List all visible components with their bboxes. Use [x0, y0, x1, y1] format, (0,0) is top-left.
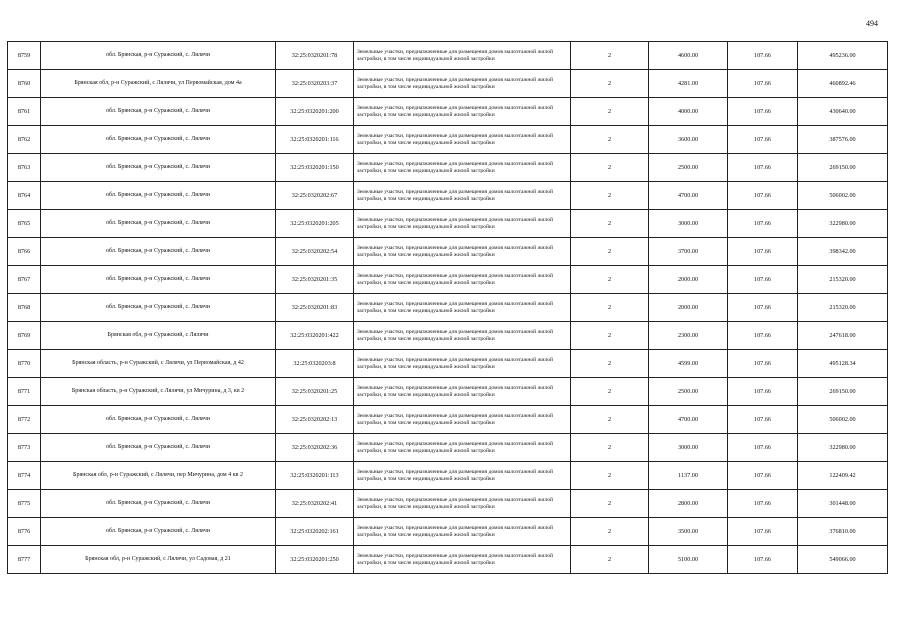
- cadastral-value-cell: 215320.00: [798, 266, 888, 294]
- group-cell: 2: [571, 70, 649, 98]
- cadastral-number-cell: 32:25:0320201:200: [276, 98, 354, 126]
- group-cell: 2: [571, 322, 649, 350]
- table-row: [8, 518, 888, 546]
- group-cell: 2: [571, 434, 649, 462]
- cadastral-value-cell: 301448.00: [798, 490, 888, 518]
- row-number-cell: 8776: [8, 518, 41, 546]
- address-cell: обл. Брянская, р-н Суражский, с. Лялячи: [41, 238, 276, 266]
- specific-value-cell: 107.66: [728, 126, 798, 154]
- cadastral-number-cell: 32:25:0320201:250: [276, 546, 354, 574]
- cadastral-number-cell: 32:25:0320201:205: [276, 210, 354, 238]
- cadastral-number-cell: 32:25:0320203:8: [276, 350, 354, 378]
- table-row: [8, 462, 888, 490]
- group-cell: 2: [571, 294, 649, 322]
- specific-value-cell: 107.66: [728, 70, 798, 98]
- row-number-cell: 8773: [8, 434, 41, 462]
- land-purpose-cell: Земельные участки, предназначенные для размещения домов малоэтажной жилой застройки, в том числе индивидуальной жилой застройки: [354, 546, 571, 574]
- land-purpose-cell: Земельные участки, предназначенные для размещения домов малоэтажной жилой застройки, в том числе индивидуальной жилой застройки: [354, 406, 571, 434]
- specific-value-cell: 107.66: [728, 210, 798, 238]
- group-cell: 2: [571, 238, 649, 266]
- address-cell: обл. Брянская, р-н Суражский, с. Лялячи: [41, 154, 276, 182]
- cadastral-value-cell: 122409.42: [798, 462, 888, 490]
- table-row: [8, 210, 888, 238]
- row-number-cell: 8771: [8, 378, 41, 406]
- table-row: [8, 42, 888, 70]
- area-cell: 5100.00: [649, 546, 728, 574]
- land-purpose-cell: Земельные участки, предназначенные для размещения домов малоэтажной жилой застройки, в том числе индивидуальной жилой застройки: [354, 154, 571, 182]
- area-cell: 3000.00: [649, 210, 728, 238]
- specific-value-cell: 107.66: [728, 518, 798, 546]
- address-cell: обл. Брянская, р-н Суражский, с. Лялячи: [41, 490, 276, 518]
- group-cell: 2: [571, 350, 649, 378]
- row-number-cell: 8772: [8, 406, 41, 434]
- land-purpose-cell: Земельные участки, предназначенные для размещения домов малоэтажной жилой застройки, в том числе индивидуальной жилой застройки: [354, 294, 571, 322]
- specific-value-cell: 107.66: [728, 154, 798, 182]
- land-purpose-cell: Земельные участки, предназначенные для размещения домов малоэтажной жилой застройки, в том числе индивидуальной жилой застройки: [354, 378, 571, 406]
- address-cell: обл. Брянская, р-н Суражский, с. Лялячи: [41, 518, 276, 546]
- specific-value-cell: 107.66: [728, 238, 798, 266]
- specific-value-cell: 107.66: [728, 350, 798, 378]
- area-cell: 1137.00: [649, 462, 728, 490]
- table-row: [8, 182, 888, 210]
- table-row: [8, 154, 888, 182]
- group-cell: 2: [571, 406, 649, 434]
- group-cell: 2: [571, 182, 649, 210]
- land-purpose-cell: Земельные участки, предназначенные для размещения домов малоэтажной жилой застройки, в том числе индивидуальной жилой застройки: [354, 490, 571, 518]
- cadastral-value-cell: 269150.00: [798, 378, 888, 406]
- area-cell: 4599.00: [649, 350, 728, 378]
- row-number-cell: 8760: [8, 70, 41, 98]
- cadastral-number-cell: 32:25:0320201:116: [276, 126, 354, 154]
- specific-value-cell: 107.66: [728, 490, 798, 518]
- group-cell: 2: [571, 518, 649, 546]
- address-cell: Брянская область, р-н Суражский, с Лялячи, ул Мичурина, д 3, кв 2: [41, 378, 276, 406]
- row-number-cell: 8761: [8, 98, 41, 126]
- row-number-cell: 8770: [8, 350, 41, 378]
- specific-value-cell: 107.66: [728, 546, 798, 574]
- cadastral-value-cell: 460892.46: [798, 70, 888, 98]
- table-body: [8, 42, 888, 574]
- group-cell: 2: [571, 98, 649, 126]
- area-cell: 2500.00: [649, 154, 728, 182]
- group-cell: 2: [571, 546, 649, 574]
- table-row: [8, 378, 888, 406]
- table-row: [8, 98, 888, 126]
- table-row: [8, 406, 888, 434]
- address-cell: обл. Брянская, р-н Суражский, с. Лялячи: [41, 210, 276, 238]
- group-cell: 2: [571, 126, 649, 154]
- cadastral-value-cell: 322980.00: [798, 434, 888, 462]
- table-row: [8, 126, 888, 154]
- address-cell: обл. Брянская, р-н Суражский, с. Лялячи: [41, 98, 276, 126]
- cadastral-number-cell: 32:25:0320203:37: [276, 70, 354, 98]
- cadastral-value-cell: 506002.00: [798, 182, 888, 210]
- page-number: 494: [866, 19, 878, 28]
- land-purpose-cell: Земельные участки, предназначенные для размещения домов малоэтажной жилой застройки, в том числе индивидуальной жилой застройки: [354, 434, 571, 462]
- address-cell: обл. Брянская, р-н Суражский, с. Лялячи: [41, 434, 276, 462]
- cadastral-number-cell: 32:25:0320201:422: [276, 322, 354, 350]
- area-cell: 4000.00: [649, 98, 728, 126]
- table-row: [8, 70, 888, 98]
- row-number-cell: 8769: [8, 322, 41, 350]
- table-row: [8, 434, 888, 462]
- specific-value-cell: 107.66: [728, 294, 798, 322]
- cadastral-value-table: [7, 41, 888, 574]
- specific-value-cell: 107.66: [728, 462, 798, 490]
- group-cell: 2: [571, 490, 649, 518]
- land-purpose-cell: Земельные участки, предназначенные для размещения домов малоэтажной жилой застройки, в том числе индивидуальной жилой застройки: [354, 126, 571, 154]
- row-number-cell: 8766: [8, 238, 41, 266]
- cadastral-value-cell: 322980.00: [798, 210, 888, 238]
- row-number-cell: 8774: [8, 462, 41, 490]
- address-cell: обл. Брянская, р-н Суражский, с. Лялячи: [41, 42, 276, 70]
- cadastral-number-cell: 32:25:0320201:113: [276, 462, 354, 490]
- land-purpose-cell: Земельные участки, предназначенные для размещения домов малоэтажной жилой застройки, в том числе индивидуальной жилой застройки: [354, 462, 571, 490]
- area-cell: 2500.00: [649, 378, 728, 406]
- address-cell: обл. Брянская, р-н Суражский, с. Лялячи: [41, 182, 276, 210]
- land-purpose-cell: Земельные участки, предназначенные для размещения домов малоэтажной жилой застройки, в том числе индивидуальной жилой застройки: [354, 98, 571, 126]
- address-cell: Брянская область, р-н Суражский, с Лялячи, ул Первомайская, д 42: [41, 350, 276, 378]
- specific-value-cell: 107.66: [728, 322, 798, 350]
- land-purpose-cell: Земельные участки, предназначенные для размещения домов малоэтажной жилой застройки, в том числе индивидуальной жилой застройки: [354, 350, 571, 378]
- area-cell: 2300.00: [649, 322, 728, 350]
- area-cell: 3500.00: [649, 518, 728, 546]
- address-cell: обл. Брянская, р-н Суражский, с. Лялячи: [41, 126, 276, 154]
- cadastral-value-cell: 495236.00: [798, 42, 888, 70]
- specific-value-cell: 107.66: [728, 42, 798, 70]
- row-number-cell: 8763: [8, 154, 41, 182]
- cadastral-value-cell: 430640.00: [798, 98, 888, 126]
- cadastral-number-cell: 32:25:0320201:78: [276, 42, 354, 70]
- row-number-cell: 8775: [8, 490, 41, 518]
- cadastral-number-cell: 32:25:0320202:67: [276, 182, 354, 210]
- specific-value-cell: 107.66: [728, 434, 798, 462]
- land-purpose-cell: Земельные участки, предназначенные для размещения домов малоэтажной жилой застройки, в том числе индивидуальной жилой застройки: [354, 210, 571, 238]
- specific-value-cell: 107.66: [728, 182, 798, 210]
- specific-value-cell: 107.66: [728, 98, 798, 126]
- area-cell: 4700.00: [649, 182, 728, 210]
- area-cell: 3700.00: [649, 238, 728, 266]
- table-row: [8, 266, 888, 294]
- cadastral-number-cell: 32:25:0320202:161: [276, 518, 354, 546]
- row-number-cell: 8767: [8, 266, 41, 294]
- cadastral-value-cell: 215320.00: [798, 294, 888, 322]
- land-purpose-cell: Земельные участки, предназначенные для размещения домов малоэтажной жилой застройки, в том числе индивидуальной жилой застройки: [354, 42, 571, 70]
- area-cell: 4700.00: [649, 406, 728, 434]
- cadastral-number-cell: 32:25:0320201:35: [276, 266, 354, 294]
- row-number-cell: 8762: [8, 126, 41, 154]
- group-cell: 2: [571, 378, 649, 406]
- cadastral-value-cell: 376810.00: [798, 518, 888, 546]
- cadastral-value-cell: 495128.34: [798, 350, 888, 378]
- cadastral-value-cell: 247618.00: [798, 322, 888, 350]
- table-row: [8, 490, 888, 518]
- land-purpose-cell: Земельные участки, предназначенные для размещения домов малоэтажной жилой застройки, в том числе индивидуальной жилой застройки: [354, 182, 571, 210]
- table-row: [8, 294, 888, 322]
- land-purpose-cell: Земельные участки, предназначенные для размещения домов малоэтажной жилой застройки, в том числе индивидуальной жилой застройки: [354, 70, 571, 98]
- address-cell: Брянская обл, р-н Суражский, с Лялячи: [41, 322, 276, 350]
- area-cell: 2000.00: [649, 266, 728, 294]
- address-cell: обл. Брянская, р-н Суражский, с. Лялячи: [41, 294, 276, 322]
- area-cell: 2800.00: [649, 490, 728, 518]
- specific-value-cell: 107.66: [728, 266, 798, 294]
- cadastral-number-cell: 32:25:0320202:54: [276, 238, 354, 266]
- cadastral-value-cell: 549066.00: [798, 546, 888, 574]
- land-purpose-cell: Земельные участки, предназначенные для размещения домов малоэтажной жилой застройки, в том числе индивидуальной жилой застройки: [354, 238, 571, 266]
- row-number-cell: 8777: [8, 546, 41, 574]
- table-row: [8, 546, 888, 574]
- cadastral-number-cell: 32:25:0320202:36: [276, 434, 354, 462]
- cadastral-number-cell: 32:25:0320201:150: [276, 154, 354, 182]
- cadastral-number-cell: 32:25:0320201:83: [276, 294, 354, 322]
- table-row: [8, 238, 888, 266]
- area-cell: 2000.00: [649, 294, 728, 322]
- group-cell: 2: [571, 42, 649, 70]
- cadastral-value-cell: 269150.00: [798, 154, 888, 182]
- group-cell: 2: [571, 462, 649, 490]
- row-number-cell: 8764: [8, 182, 41, 210]
- group-cell: 2: [571, 266, 649, 294]
- specific-value-cell: 107.66: [728, 378, 798, 406]
- group-cell: 2: [571, 154, 649, 182]
- area-cell: 3000.00: [649, 434, 728, 462]
- address-cell: Брянская обл, р-н Суражский, с Лялячи, ул Садовая, д 21: [41, 546, 276, 574]
- land-purpose-cell: Земельные участки, предназначенные для размещения домов малоэтажной жилой застройки, в том числе индивидуальной жилой застройки: [354, 322, 571, 350]
- row-number-cell: 8768: [8, 294, 41, 322]
- cadastral-number-cell: 32:25:0320202:41: [276, 490, 354, 518]
- address-cell: Брянская обл, р-н Суражский, с Лялячи, ул Первомайская, дом 4а: [41, 70, 276, 98]
- area-cell: 4600.00: [649, 42, 728, 70]
- area-cell: 4281.00: [649, 70, 728, 98]
- land-purpose-cell: Земельные участки, предназначенные для размещения домов малоэтажной жилой застройки, в том числе индивидуальной жилой застройки: [354, 266, 571, 294]
- row-number-cell: 8765: [8, 210, 41, 238]
- cadastral-number-cell: 32:25:0320202:13: [276, 406, 354, 434]
- table-row: [8, 322, 888, 350]
- cadastral-value-cell: 506002.00: [798, 406, 888, 434]
- cadastral-value-cell: 398342.00: [798, 238, 888, 266]
- cadastral-number-cell: 32:25:0320201:25: [276, 378, 354, 406]
- address-cell: обл. Брянская, р-н Суражский, с. Лялячи: [41, 406, 276, 434]
- area-cell: 3600.00: [649, 126, 728, 154]
- row-number-cell: 8759: [8, 42, 41, 70]
- land-purpose-cell: Земельные участки, предназначенные для размещения домов малоэтажной жилой застройки, в том числе индивидуальной жилой застройки: [354, 518, 571, 546]
- address-cell: Брянская обл, р-н Суражский, с Лялячи, пер Мичурина, дом 4 кв 2: [41, 462, 276, 490]
- address-cell: обл. Брянская, р-н Суражский, с. Лялячи: [41, 266, 276, 294]
- specific-value-cell: 107.66: [728, 406, 798, 434]
- table-row: [8, 350, 888, 378]
- group-cell: 2: [571, 210, 649, 238]
- cadastral-value-cell: 387576.00: [798, 126, 888, 154]
